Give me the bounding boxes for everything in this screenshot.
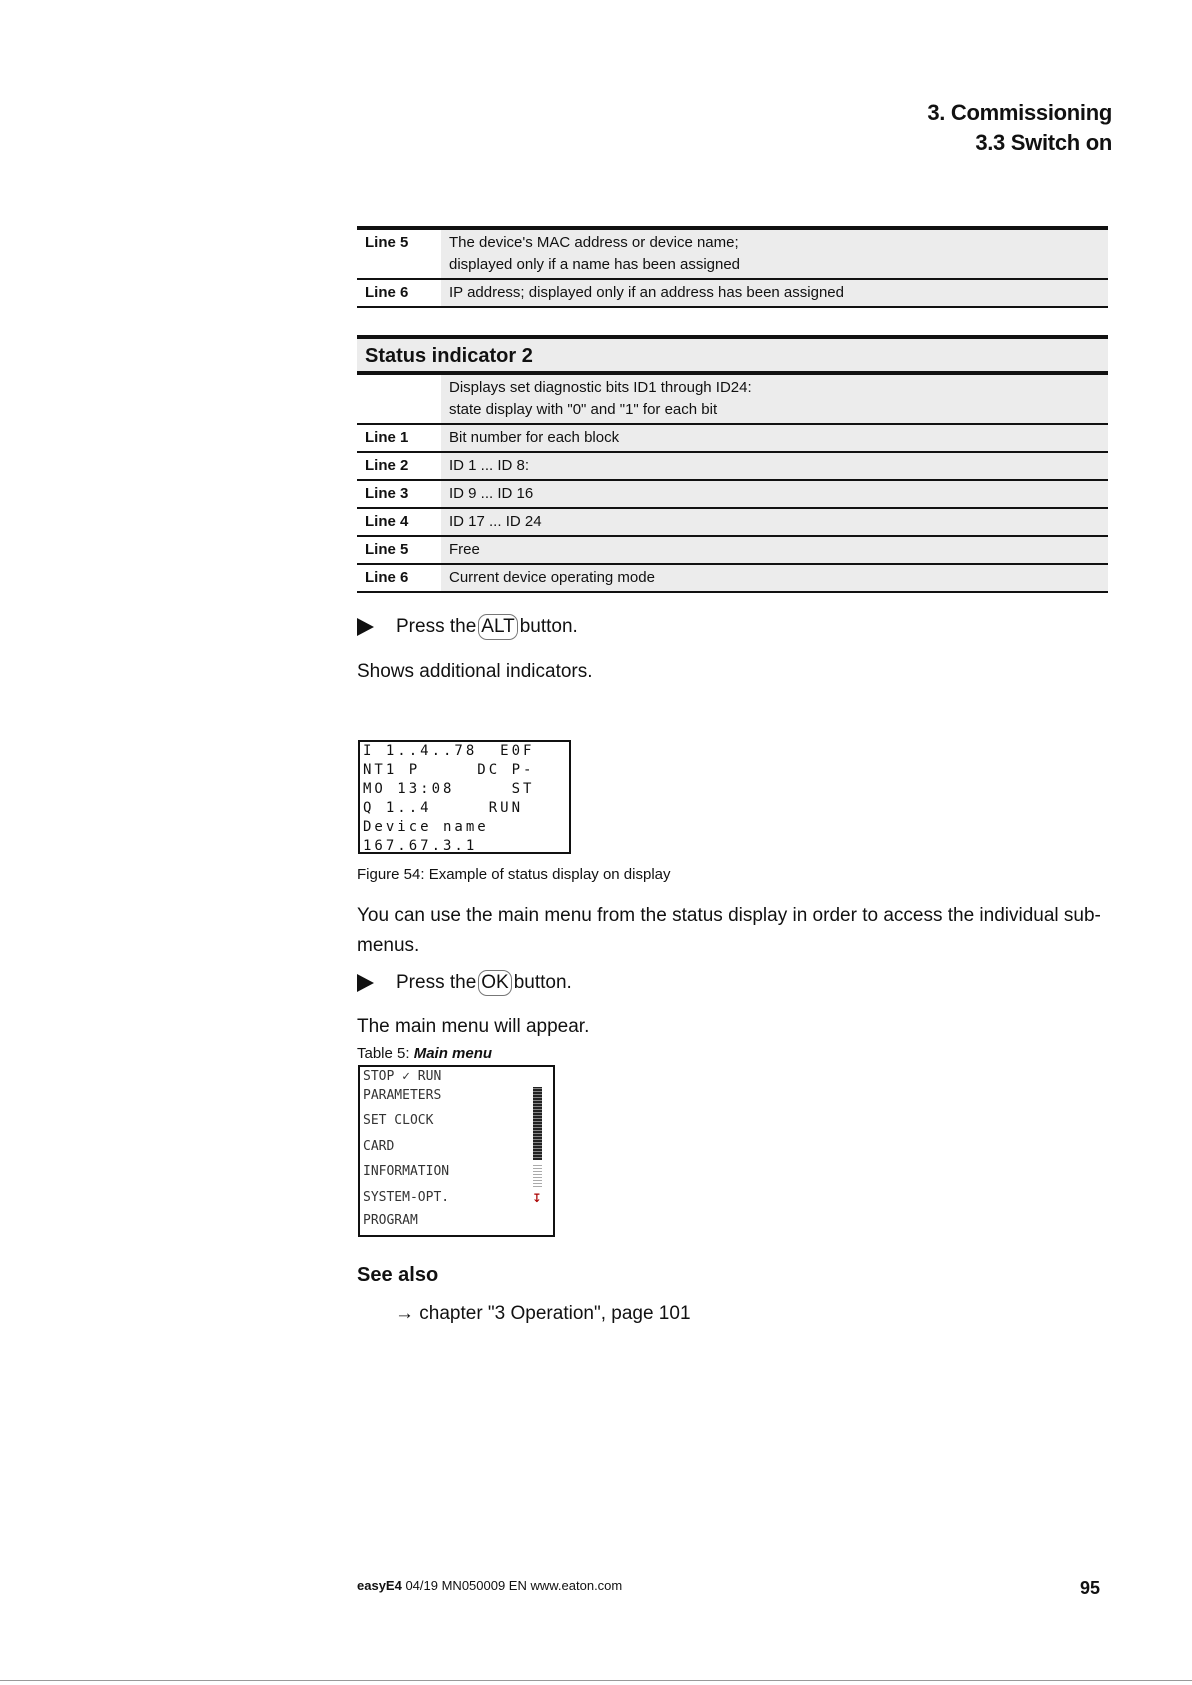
table-row [357,424,1108,452]
step-press-ok [357,970,572,996]
paragraph: Shows additional indicators. [357,661,593,682]
table-caption-title: Main menu [413,1045,493,1062]
footer [357,1578,622,1593]
row-key: Line 5 [357,536,441,564]
table-row [357,536,1108,564]
menu-item: STOP ✓ RUN [363,1069,442,1084]
chapter-title: 3. Commissioning [927,100,1112,125]
row-value: IP address; displayed only if an address has been assigned [441,279,1108,307]
table-intro [441,373,1108,424]
row-key: Line 5 [357,228,441,279]
intro-line: state display with "0" and "1" for each bit [449,401,718,418]
row-key: Line 6 [357,564,441,592]
row-key: Line 4 [357,508,441,536]
arrow-bullet-icon [357,974,374,992]
row-value: Current device operating mode [441,564,1108,592]
paragraph-line: menus. [357,935,420,956]
step-text-before: Press the [396,972,477,993]
step-text-after: button. [519,616,578,637]
display-line: I 1..4..78 E0F [363,743,535,759]
table-caption [357,1045,492,1062]
row-value [441,228,1108,279]
status-display [358,740,571,854]
scrollbar-thumb [533,1165,542,1187]
intro-line: Displays set diagnostic bits ID1 through ID24: [449,379,752,396]
row-value: Free [441,536,1108,564]
footer-info: 04/19 MN050009 EN www.eaton.com [405,1578,623,1593]
paragraph: The main menu will appear. [357,1016,590,1037]
row-key: Line 3 [357,480,441,508]
scroll-cursor-icon: ↧ [532,1187,542,1206]
menu-item: CARD [363,1139,395,1154]
display-line: 167.67.3.1 [363,838,478,854]
scrollbar-track [533,1087,542,1160]
row-key: Line 1 [357,424,441,452]
figure-caption: Figure 54: Example of status display on display [357,866,671,883]
step-press-alt [357,614,578,640]
chapter-reference-link[interactable]: → chapter "3 Operation", page 101 [395,1303,691,1324]
display-line: MO 13:08 ST [363,781,535,797]
table-row [357,228,1108,279]
display-line: NT1 P DC P- [363,762,535,778]
row-value: ID 1 ... ID 8: [441,452,1108,480]
table-row [357,480,1108,508]
menu-item: PROGRAM [363,1213,418,1228]
row-value: ID 9 ... ID 16 [441,480,1108,508]
row-key: Line 2 [357,452,441,480]
status-indicator-2-table [357,335,1108,593]
paragraph-line: You can use the main menu from the status display in order to access the individual sub- [357,905,1101,926]
table-row [357,279,1108,307]
main-menu-display [358,1065,555,1237]
table-row [357,452,1108,480]
alt-key: ALT [478,614,517,640]
page-number: 95 [1079,1578,1100,1598]
step-text-before: Press the [396,616,477,637]
section-title: 3.3 Switch on [975,130,1112,155]
display-line: Device name [363,819,489,835]
line-table-1 [357,226,1108,308]
ok-key: OK [478,970,511,996]
table-row [357,373,1108,424]
table-row [357,564,1108,592]
menu-item: SYSTEM-OPT. [363,1190,450,1205]
step-text-after: button. [513,972,572,993]
display-line: Q 1..4 RUN [363,800,524,816]
row-value-line: The device's MAC address or device name; [449,234,739,251]
menu-item: INFORMATION [363,1164,450,1179]
row-value: ID 17 ... ID 24 [441,508,1108,536]
table-caption-label: Table 5: [357,1045,410,1062]
row-value: Bit number for each block [441,424,1108,452]
table-title: Status indicator 2 [357,337,1108,373]
row-value-line: displayed only if a name has been assigned [449,256,741,273]
footer-product: easyE4 [357,1578,402,1593]
page-bottom-rule [0,1680,1192,1681]
menu-item: PARAMETERS [363,1088,442,1103]
table-row [357,508,1108,536]
see-also-heading: See also [357,1264,439,1286]
menu-item: SET CLOCK [363,1113,434,1128]
table-header [357,337,1108,373]
arrow-bullet-icon [357,618,374,636]
row-key: Line 6 [357,279,441,307]
